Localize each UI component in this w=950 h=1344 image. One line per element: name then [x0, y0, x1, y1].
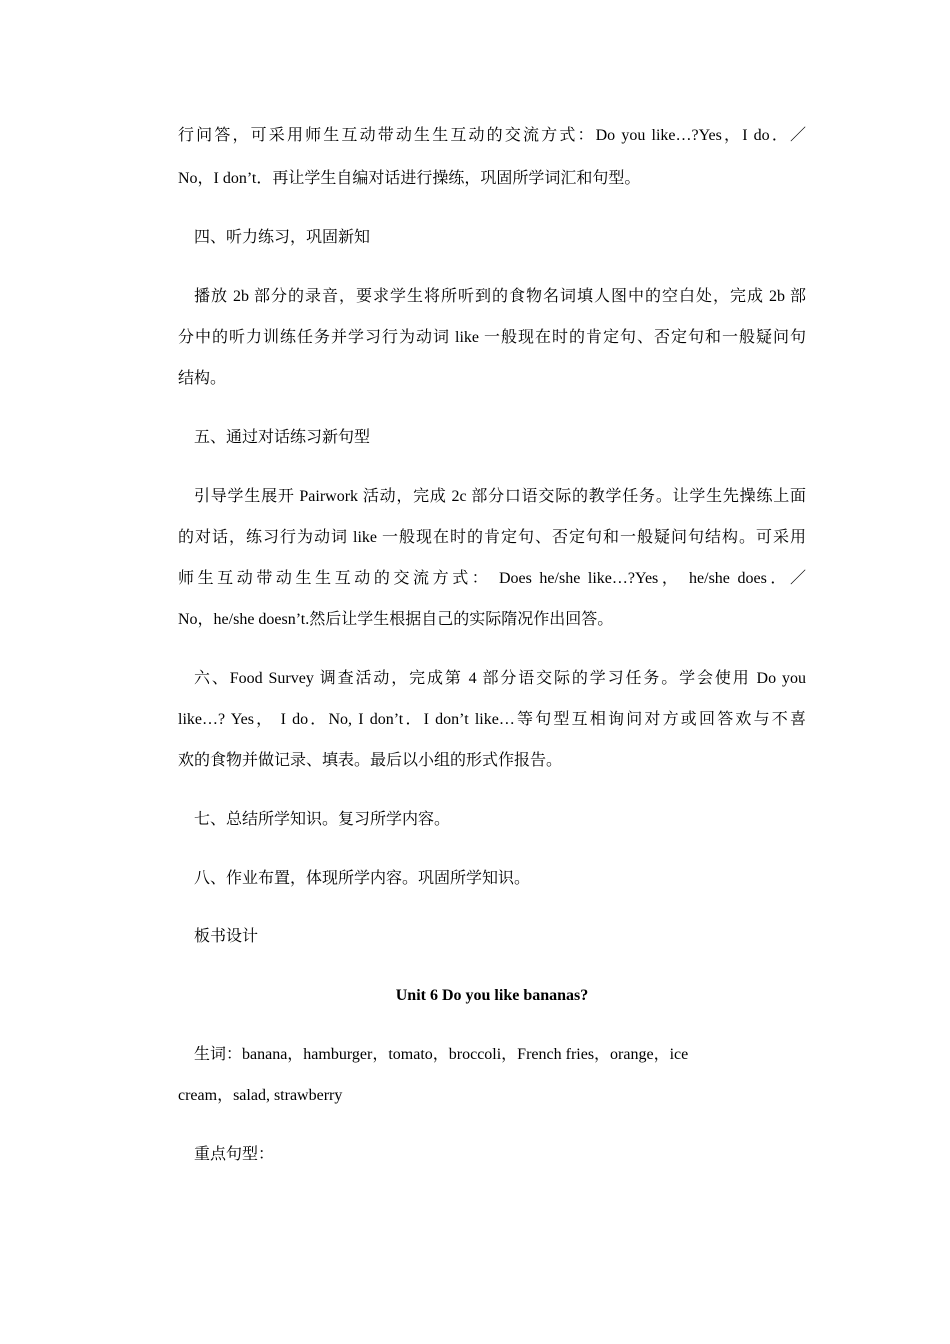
paragraph-5-line-1: 引导学生展开 Pairwork 活动，完成 2c 部分口语交际的教学任务。让学生先操练上面	[194, 488, 806, 505]
section-heading-4: 四、听力练习，巩固新知	[194, 229, 371, 246]
board-design-heading: 板书设计	[194, 928, 259, 945]
section-heading-8: 八、作业布置，体现所学内容。巩固所学知识。	[194, 870, 531, 887]
unit-title: Unit 6 Do you like bananas?	[395, 987, 589, 1004]
paragraph-5-line-3: 师生互动带动生生互动的交流方式： Does he/she like…?Yes， he/she does．／	[178, 570, 806, 587]
paragraph-4-line-2: 分中的听力训练任务并学习行为动词 like 一般现在时的肯定句、否定句和一般疑问句	[178, 329, 806, 346]
paragraph-4-line-3: 结构。	[178, 370, 227, 387]
paragraph-3-line-1: 行问答，可采用师生互动带动生生互动的交流方式：Do you like…?Yes，I do．／	[178, 127, 806, 144]
paragraph-4-line-1: 播放 2b 部分的录音，要求学生将所听到的食物名词填人图中的空白处，完成 2b 部	[194, 288, 806, 305]
paragraph-5-line-4: No，he/she doesn’t.然后让学生根据自己的实际隋况作出回答。	[178, 611, 614, 628]
paragraph-6-line-2: like…? Yes， I do．No, I don’t．I don’t like…等句型互相询问对方或回答欢与不喜	[178, 711, 806, 728]
vocabulary-line-2: cream，salad, strawberry	[178, 1087, 343, 1104]
paragraph-5-line-2: 的对话，练习行为动词 like 一般现在时的肯定句、否定句和一般疑问句结构。可采用	[178, 529, 806, 546]
section-heading-7: 七、总结所学知识。复习所学内容。	[194, 811, 451, 828]
vocabulary-line-1: 生词：banana，hamburger，tomato，broccoli，French fries，orange，ice	[194, 1046, 689, 1063]
paragraph-6-line-1: 六、Food Survey 调查活动，完成第 4 部分语交际的学习任务。学会使用 Do you	[194, 670, 806, 687]
paragraph-6-line-3: 欢的食物并做记录、填表。最后以小组的形式作报告。	[178, 752, 563, 769]
section-heading-5: 五、通过对话练习新句型	[194, 429, 371, 446]
key-sentences-heading: 重点句型：	[194, 1146, 275, 1163]
paragraph-3-line-2: No，I don’t．再让学生自编对话进行操练，巩固所学词汇和句型。	[178, 170, 641, 187]
